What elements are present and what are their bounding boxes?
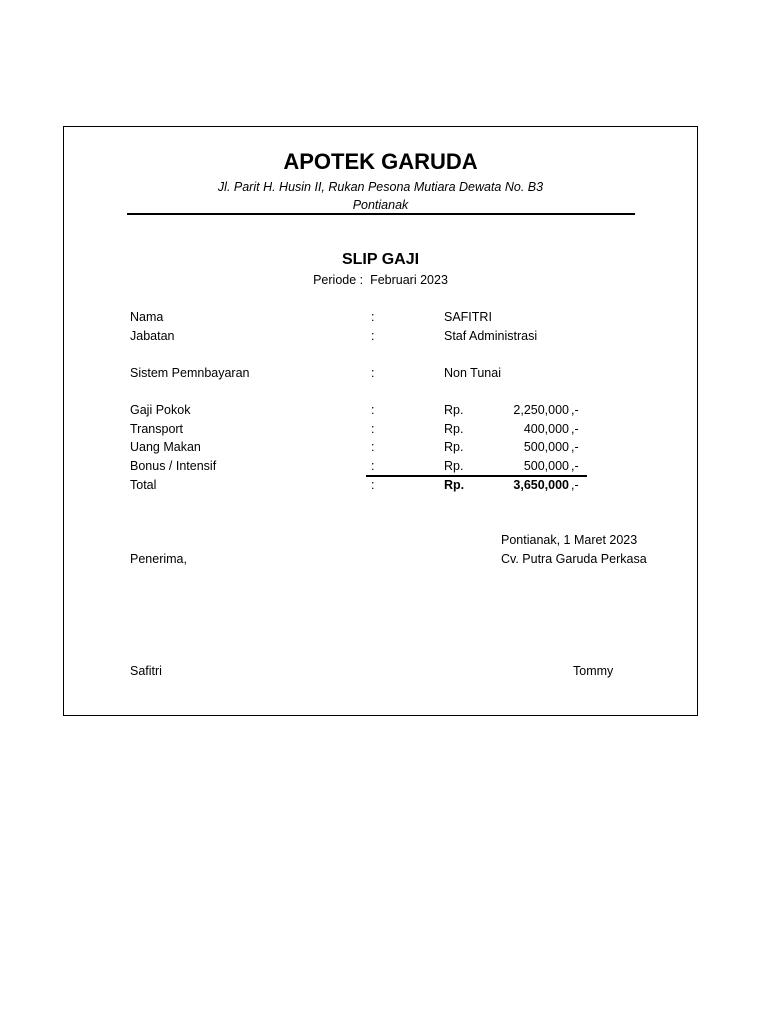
header-divider [127, 213, 635, 215]
currency: Rp. [444, 478, 465, 492]
colon: : [371, 459, 375, 473]
colon: : [371, 403, 375, 417]
total-label: Total [130, 478, 157, 492]
sum-line [366, 475, 587, 477]
colon: : [371, 366, 375, 380]
periode-value: Februari 2023 [370, 273, 448, 287]
amount-suffix: ,- [571, 422, 579, 436]
amount-suffix: ,- [571, 459, 579, 473]
position-value: Staf Administrasi [444, 329, 538, 343]
signer-name: Tommy [573, 664, 614, 678]
colon: : [371, 440, 375, 454]
company-name: APOTEK GARUDA [283, 149, 478, 174]
slip-title: SLIP GAJI [341, 251, 420, 268]
receiver-label: Penerima, [130, 552, 187, 566]
position-label: Jabatan [130, 329, 175, 343]
colon: : [371, 422, 375, 436]
currency: Rp. [444, 422, 464, 436]
salary-item-amount: 500,000 [523, 459, 569, 473]
salary-slip [63, 126, 698, 716]
currency: Rp. [444, 403, 464, 417]
salary-item-label: Gaji Pokok [130, 403, 191, 417]
payment-system-label: Sistem Pemnbayaran [130, 366, 250, 380]
salary-item-amount: 500,000 [523, 440, 569, 454]
company-address: Jl. Parit H. Husin II, Rukan Pesona Mutiara Dewata No. B3 [217, 180, 544, 194]
receiver-name: Safitri [130, 664, 162, 678]
issuer-company: Cv. Putra Garuda Perkasa [501, 552, 647, 566]
employee-name-value: SAFITRI [444, 310, 492, 324]
currency: Rp. [444, 440, 464, 454]
colon: : [371, 310, 375, 324]
total-amount: 3,650,000 [513, 478, 569, 492]
amount-suffix: ,- [571, 403, 579, 417]
place-date: Pontianak, 1 Maret 2023 [501, 533, 638, 547]
currency: Rp. [444, 459, 464, 473]
amount-suffix: ,- [571, 440, 579, 454]
payment-system-value: Non Tunai [444, 366, 501, 380]
amount-suffix: ,- [571, 478, 579, 492]
salary-item-label: Uang Makan [130, 440, 201, 454]
periode-label: Periode : [313, 273, 364, 287]
salary-item-label: Transport [130, 422, 184, 436]
company-city: Pontianak [352, 198, 409, 212]
salary-item-amount: 400,000 [523, 422, 569, 436]
salary-item-amount: 2,250,000 [513, 403, 569, 417]
colon: : [371, 478, 375, 492]
salary-item-label: Bonus / Intensif [130, 459, 217, 473]
periode [64, 273, 697, 287]
employee-name-label: Nama [130, 310, 164, 324]
colon: : [371, 329, 375, 343]
